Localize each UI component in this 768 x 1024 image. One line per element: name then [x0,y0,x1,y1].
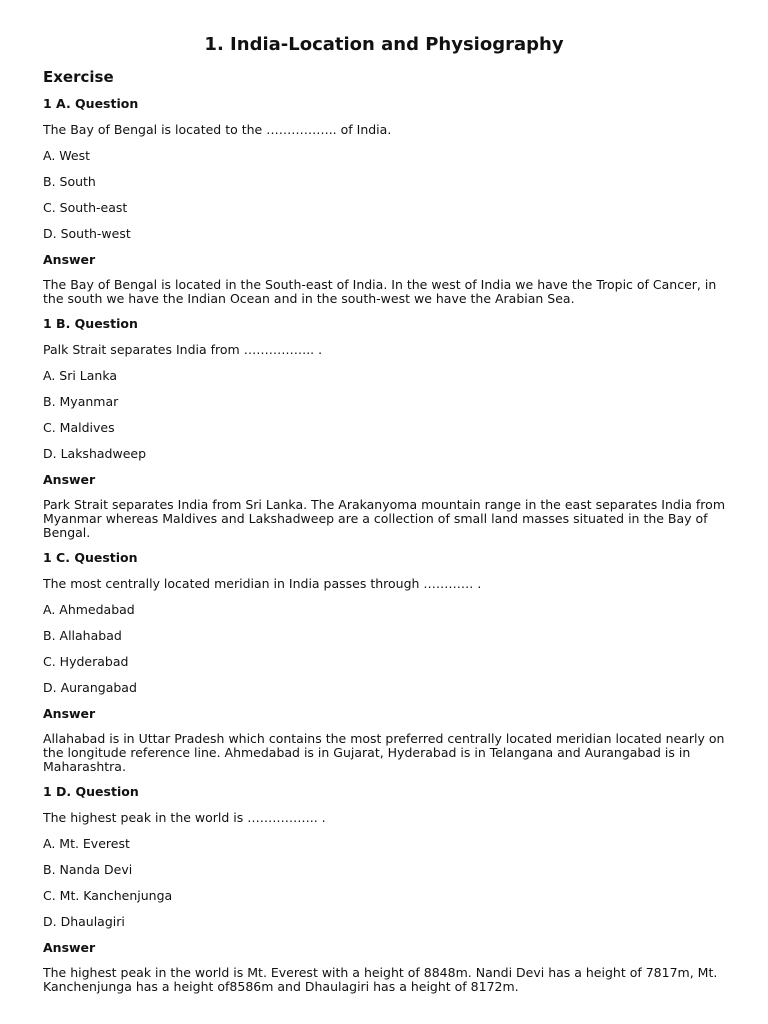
question-heading: 1 D. Question [43,784,139,799]
question-block [43,316,725,540]
question-block [43,550,725,774]
question-block [43,96,725,306]
option-a: A. Mt. Everest [43,836,130,851]
answer-text: Park Strait separates India from Sri Lanka. The Arakanyoma mountain range in the east separates India from Myanmar whereas Maldives and Lakshadweep are a collection of small land masses situated in the Bay of Bengal. [43,497,726,540]
question-text: The highest peak in the world is …………….. . [43,810,326,825]
option-a: A. West [43,148,91,163]
answer-heading: Answer [43,940,96,955]
option-c: C. South-east [43,200,128,215]
answer-text: The highest peak in the world is Mt. Everest with a height of 8848m. Nandi Devi has a height of 7817m, Mt. Kanchenjunga has a height of8586m and Dhaulagiri has a height of 8172m. [43,965,718,994]
answer-text: The Bay of Bengal is located in the South-east of India. In the west of India we have the Tropic of Cancer, in the south we have the Indian Ocean and in the south-west we have the Arabian Sea. [43,277,717,306]
option-c: C. Mt. Kanchenjunga [43,888,173,903]
question-heading: 1 B. Question [43,316,138,331]
answer-heading: Answer [43,706,96,721]
option-d: D. South-west [43,226,131,241]
option-d: D. Lakshadweep [43,446,147,461]
option-c: C. Hyderabad [43,654,129,669]
option-d: D. Aurangabad [43,680,137,695]
option-c: C. Maldives [43,420,115,435]
answer-heading: Answer [43,472,96,487]
option-d: D. Dhaulagiri [43,914,125,929]
question-block [43,784,725,994]
question-text: The most centrally located meridian in India passes through ………… . [43,576,482,591]
question-text: The Bay of Bengal is located to the …………….. of India. [43,122,392,137]
question-text: Palk Strait separates India from …………….. . [43,342,323,357]
option-b: B. Allahabad [43,628,122,643]
option-b: B. South [43,174,96,189]
option-a: A. Sri Lanka [43,368,118,383]
option-b: B. Myanmar [43,394,119,409]
question-heading: 1 A. Question [43,96,139,111]
option-b: B. Nanda Devi [43,862,133,877]
answer-heading: Answer [43,252,96,267]
question-heading: 1 C. Question [43,550,138,565]
answer-text: Allahabad is in Uttar Pradesh which contains the most preferred centrally located meridian located nearly on the longitude reference line. Ahmedabad is in Gujarat, Hyderabad is in Telangana and Aurangabad is in Maharashtra. [43,731,725,774]
section-heading: Exercise [43,68,114,86]
page-title: 1. India-Location and Physiography [204,34,564,55]
option-a: A. Ahmedabad [43,602,135,617]
